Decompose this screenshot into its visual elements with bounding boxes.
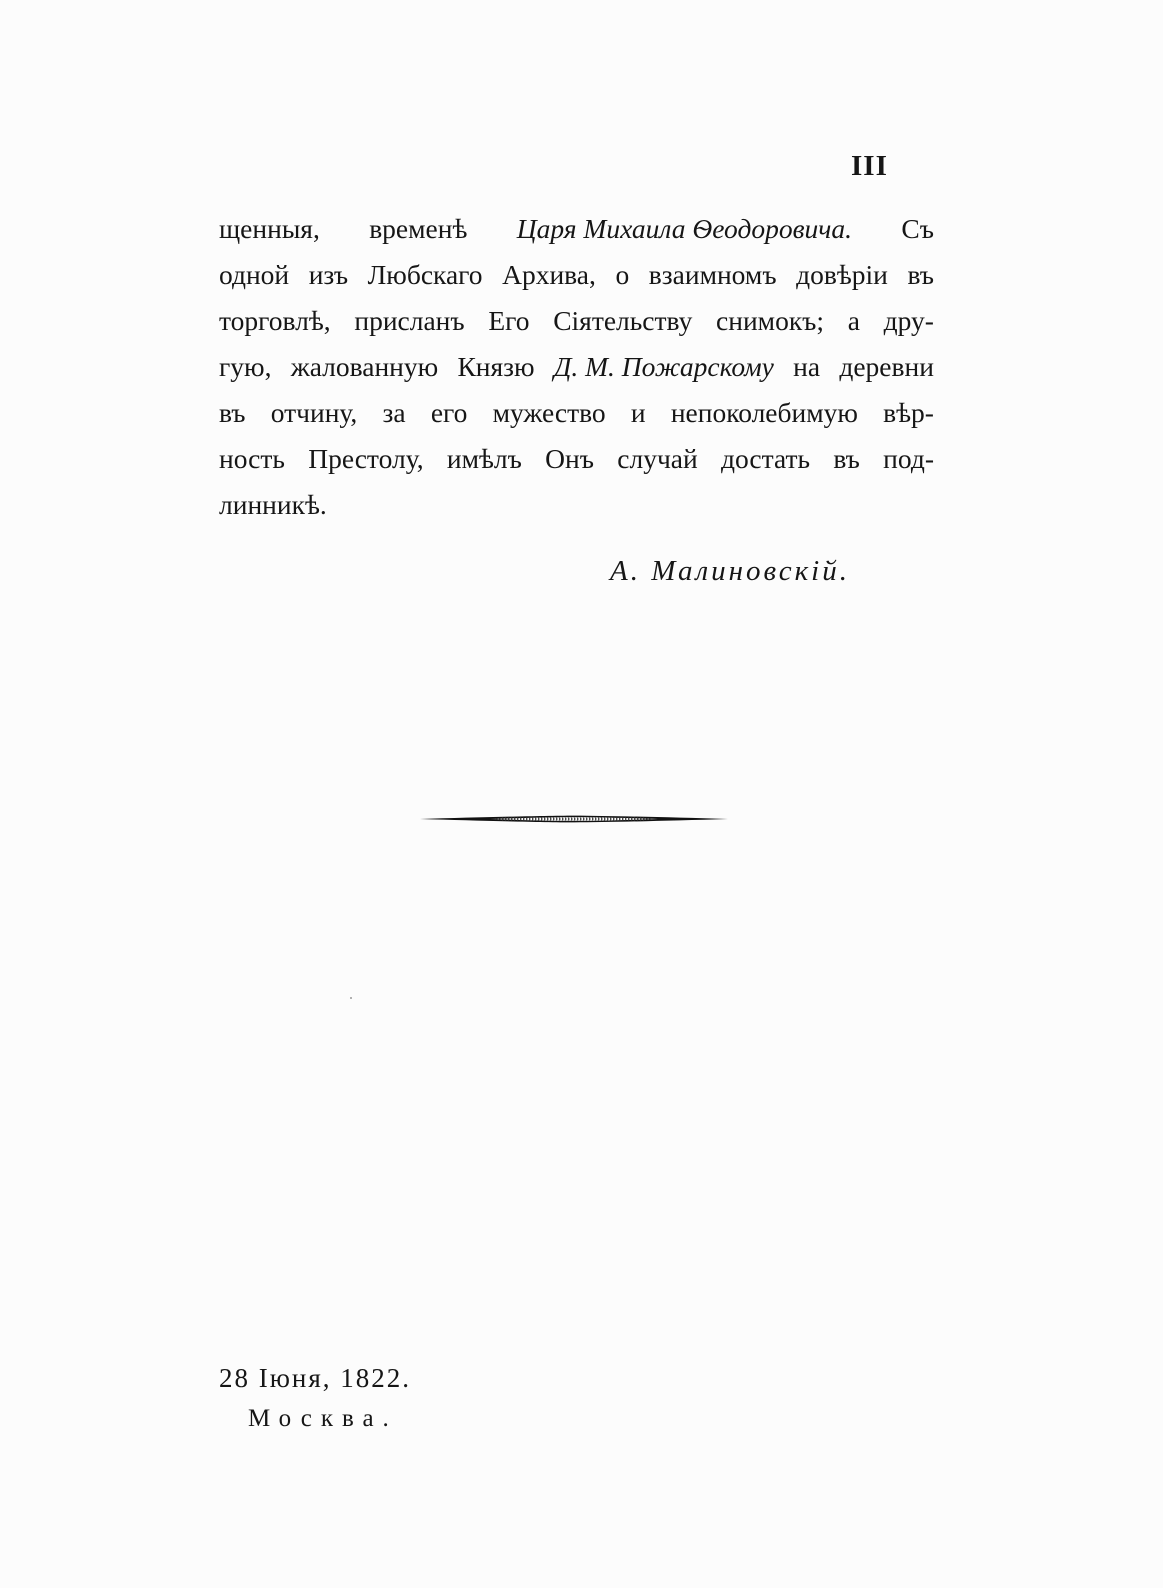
word: жалованную xyxy=(290,351,439,382)
word: отчину, xyxy=(270,397,358,428)
word: непоколебимую xyxy=(670,397,858,428)
word: вѣр- xyxy=(883,397,934,428)
body-paragraph xyxy=(219,206,934,528)
page-number: III xyxy=(851,150,888,182)
word: Князю xyxy=(457,351,535,382)
word: ность xyxy=(219,443,285,474)
word: о xyxy=(615,259,630,290)
word: снимокъ; xyxy=(716,305,825,336)
word: взаимномъ xyxy=(648,259,777,290)
word: а xyxy=(847,305,860,336)
word: дру- xyxy=(883,305,934,336)
text-line xyxy=(219,206,934,252)
word: Архива, xyxy=(502,259,596,290)
text-line xyxy=(219,390,934,436)
italic-phrase: Царя Михаила Ѳеодоровича. xyxy=(516,213,853,244)
word: его xyxy=(430,397,468,428)
word: щенныя, xyxy=(219,213,320,244)
word: въ xyxy=(907,259,934,290)
word: присланъ xyxy=(354,305,465,336)
word: изъ xyxy=(308,259,349,290)
date-line: 28 Іюня, 1822. xyxy=(219,1363,412,1393)
word: Любскаго xyxy=(367,259,483,290)
word: Сіятельству xyxy=(553,305,693,336)
word: гую, xyxy=(219,351,272,382)
word: одной xyxy=(219,259,290,290)
word: деревни xyxy=(839,351,934,382)
word: и xyxy=(630,397,646,428)
place-name: Москва. xyxy=(248,1405,398,1432)
text-line xyxy=(219,252,934,298)
word: линникѣ. xyxy=(219,489,327,520)
word: имѣлъ xyxy=(446,443,522,474)
author-signature: А. Малиновскій. xyxy=(610,555,850,587)
word: за xyxy=(382,397,406,428)
word: Съ xyxy=(901,213,934,244)
text-line xyxy=(219,298,934,344)
text-line xyxy=(219,436,934,482)
ornamental-divider xyxy=(420,808,728,830)
word: довѣріи xyxy=(796,259,888,290)
text-line xyxy=(219,482,934,528)
word: мужество xyxy=(492,397,606,428)
word: Его xyxy=(488,305,530,336)
word: Онъ xyxy=(545,443,594,474)
word: на xyxy=(793,351,821,382)
word: под- xyxy=(883,443,934,474)
text-line xyxy=(219,344,934,390)
italic-phrase: Д. М. Пожарскому xyxy=(553,351,774,382)
word: временѣ xyxy=(369,213,468,244)
word: въ xyxy=(833,443,860,474)
word: достать xyxy=(721,443,811,474)
paper-speck xyxy=(350,997,352,999)
word: въ xyxy=(219,397,246,428)
word: торговлѣ, xyxy=(219,305,331,336)
word: Престолу, xyxy=(308,443,424,474)
word: случай xyxy=(617,443,698,474)
